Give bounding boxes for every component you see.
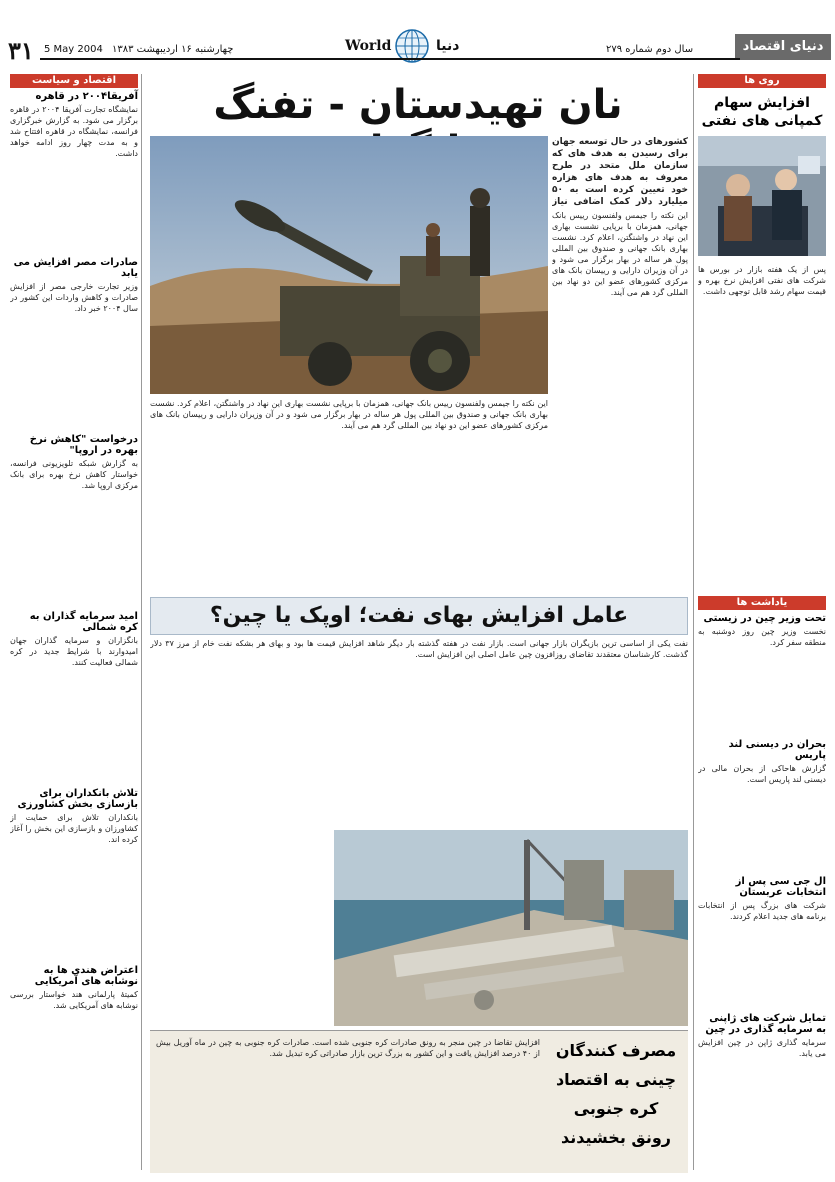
right-sidebar-bottom [698, 596, 826, 1172]
date-english: 5 May 2004 [44, 44, 103, 55]
news-item-body: بانکداران تلاش برای حمایت از کشاورزان و بازسازی این بخش را آغاز کرده اند. [10, 813, 138, 844]
main-article-left-cols [150, 398, 548, 588]
news-item-title: تمایل شرکت های ژاپنی به سرمایه گذاری در چین [705, 1013, 826, 1035]
left-sidebar [10, 74, 138, 1170]
newspaper-logo: دنیای اقتصاد [735, 34, 831, 60]
second-article-body: نفت یکی از اساسی ترین بازیگران بازار جهانی است. بازار نفت در هفته گذشته بار دیگر شاهد افزایش قیمت ها بود و بهای هر بشکه نفت خام از مرز ۳۷ دلار گذشت. کارشناسان معتقدند تقاضای روزافزون چین عامل اصلی این افزایش است. [150, 639, 688, 659]
header-rule [40, 58, 740, 60]
news-item-title: تحت وزیر چین در زیستی [703, 613, 826, 624]
feature-title: افزایش سهام کمپانی های نفتی [701, 95, 823, 129]
news-item-title: بحران در دیسنی لند پاریس [728, 739, 826, 761]
bottom-headline-line: چینی به اقتصاد [555, 1070, 677, 1089]
bottom-article-box [150, 1030, 688, 1173]
oil-terminal-photo [334, 830, 688, 1026]
main-headline: نان تهیدستان - تفنگ [213, 82, 623, 128]
issue-number: سال دوم شماره ۲۷۹ [606, 44, 694, 55]
news-item-title: امید سرمایه گذاران به کره شمالی [29, 611, 138, 633]
page-header [0, 0, 835, 70]
page-number: ۳۱ [8, 36, 34, 65]
news-item-title: تلاش بانکداران برای بازسازی بخش کشاورزی [17, 788, 138, 810]
news-item-title: درخواست "کاهش نرخ بهره در اروپا" [29, 434, 138, 456]
right-sidebar-items [698, 613, 826, 1147]
main-article-continued: این نکته را جیمس ولفنسون رییس بانک جهانی، همزمان با برپایی نشست بهاری این نهاد در واشنگتن، اعلام کرد. نشست بهاری بانک جهانی و صندوق بین المللی پول هر ساله در بهار برگزار می شود و در آن وزیران دارایی و رییسان بانک های مرکزی کشورهای عضو این دو نهاد بین المللی گرد هم می آیند. [552, 211, 688, 297]
news-item-title: صادرات مصر افزایش می یابد [13, 257, 138, 279]
feature-body: پس از یک هفته بازار در بورس ها شرکت های نفتی افزایش نرخ بهره و قیمت سهام رشد قابل توجهی داشت. [698, 265, 826, 296]
news-item-body: بانگزاران و سرمایه گذاران جهان امیدوارند با شرایط جدید در کره شمالی فعالیت کنند. [10, 636, 138, 667]
news-item-body: نخست وزیر چین روز دوشنبه به منطقه سفر کرد. [698, 627, 826, 647]
column-divider [141, 74, 142, 1170]
right-sidebar-top [698, 74, 826, 594]
bottom-headline-line: مصرف کنندگان [555, 1041, 677, 1060]
news-item-title: ال جی سی پس از انتخابات عربستان [735, 876, 826, 898]
sidebar-label: یاداشت ها [698, 596, 826, 610]
traders-photo [698, 136, 826, 256]
news-item-body: کمیتهٔ پارلمانی هند خواستار بررسی نوشابه های آمریکایی شد. [10, 990, 138, 1010]
left-sidebar-items [10, 91, 138, 1139]
section-title-persian: دنیا [436, 38, 460, 54]
sidebar-label: اقتصاد و سیاست [10, 74, 138, 88]
news-item-body: به گزارش شبکه تلویزیونی فرانسه، خواستار کاهش نرخ بهره برای بانک مرکزی اروپا شد. [10, 459, 138, 490]
artillery-truck-photo [150, 136, 548, 394]
bottom-headline-line: کره جنوبی [573, 1099, 659, 1118]
date-persian: چهارشنبه ۱۶ اردیبهشت ۱۳۸۳ [112, 44, 234, 55]
news-item-body: شرکت های بزرگ پس از انتخابات برنامه های جدید اعلام کردند. [698, 901, 826, 921]
news-item-title: آفریقا۲۰۰۴ در قاهره [35, 91, 138, 102]
bottom-headline-line: رونق بخشیدند [561, 1128, 671, 1147]
news-item-body: گزارش هاحاکی از بحران مالی در دیسنی لند پاریس است. [698, 764, 826, 784]
second-article-text [150, 638, 688, 830]
bottom-article-body: افزایش تقاضا در چین منجر به رونق صادرات کره جنوبی شده است. صادرات کره جنوبی به چین در ماه آوریل بیش از ۴۰ درصد افزایش یافت و این کشور به بزرگ ترین بازار صادراتی کره تبدیل شد. [156, 1038, 540, 1058]
sidebar-label: روی ها [698, 74, 826, 88]
news-item-body: نمایشگاه تجارت آفریقا ۲۰۰۴ در قاهره برگزار می شود. به گزارش خبرگزاری فرانسه، نمایشگاه در قاهره افتتاح شد و به مدت چهار روز ادامه خواهد داشت. [10, 105, 138, 158]
column-divider [693, 74, 694, 1170]
main-article-right-col [552, 136, 688, 588]
main-article-body: این نکته را جیمس ولفنسون رییس بانک جهانی، همزمان با برپایی نشست بهاری این نهاد در واشنگتن، اعلام کرد. نشست بهاری بانک جهانی و صندوق بین المللی پول هر ساله در بهار برگزار می شود و در آن وزیران دارایی و رییسان بانک های مرکزی کشورهای عضو این دو نهاد بین المللی گرد هم می آیند. [150, 399, 548, 430]
news-item-body: سرمایه گذاری ژاپن در چین افزایش می یابد. [698, 1038, 826, 1058]
news-item-title: اعتراض هندی ها به نوشابه های آمریکایی [34, 965, 138, 987]
bottom-headline [548, 1035, 684, 1153]
main-article-lead: کشورهای در حال توسعه جهان برای رسیدن به هدف های که سازمان ملل متحد در طرح معروف به هدف های هزاره خود تعیین کرده است به ۵۰ میلیارد دلار کمک اضافی نیاز [552, 137, 688, 206]
section-title-english: World [345, 38, 392, 54]
second-headline: عامل افزایش بهای نفت؛ اوپک یا چین؟ [150, 597, 688, 635]
news-item-body: وزیر تجارت خارجی مصر از افزایش صادرات و کاهش واردات این کشور در سال ۲۰۰۴ خبر داد. [10, 282, 138, 313]
